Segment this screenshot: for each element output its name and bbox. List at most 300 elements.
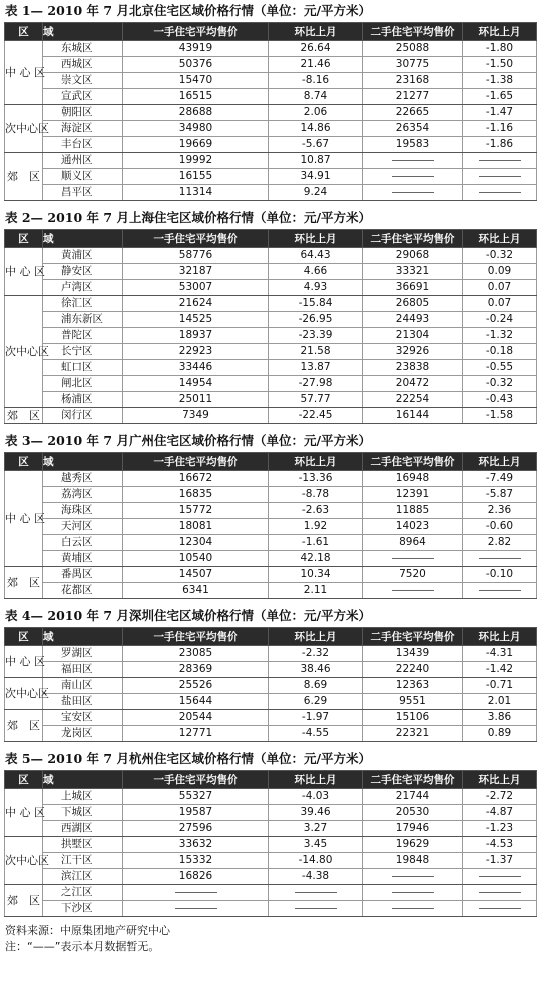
new-change-value: 4.93 [269, 280, 363, 296]
table-row [5, 137, 537, 153]
zone-label: 郊 区 [5, 153, 43, 201]
used-change-value [463, 885, 537, 901]
district-name: 下沙区 [43, 901, 123, 917]
no-data-dash [392, 558, 434, 559]
new-price-value: 19992 [123, 153, 269, 169]
new-change-value: 8.74 [269, 89, 363, 105]
new-price-value: 16672 [123, 471, 269, 487]
no-data-dash [295, 908, 337, 909]
used-change-header: 环比上月 [463, 23, 537, 41]
zone-label: 郊 区 [5, 885, 43, 917]
table-title: 表 5— 2010 年 7 月杭州住宅区域价格行情（单位：元/平方米） [5, 751, 372, 766]
used-price-value [363, 869, 463, 885]
used-price-header: 二手住宅平均售价 [363, 628, 463, 646]
new-change-value: 10.87 [269, 153, 363, 169]
used-price-value [363, 901, 463, 917]
used-change-value: -0.10 [463, 567, 537, 583]
table-title: 表 2— 2010 年 7 月上海住宅区域价格行情（单位：元/平方米） [5, 210, 372, 225]
table-row [5, 264, 537, 280]
new-price-value: 7349 [123, 408, 269, 424]
table-row [5, 312, 537, 328]
used-change-value: -7.49 [463, 471, 537, 487]
district-name: 通州区 [43, 153, 123, 169]
used-change-value: -1.37 [463, 853, 537, 869]
zone-label: 中 心 区 [5, 789, 43, 837]
district-name: 静安区 [43, 264, 123, 280]
zone-label: 次中心区 [5, 105, 43, 153]
used-price-value: 22240 [363, 662, 463, 678]
dash-note: 注：“——”表示本月数据暂无。 [5, 940, 160, 953]
table-row [5, 487, 537, 503]
new-price-value: 20544 [123, 710, 269, 726]
used-price-value: 9551 [363, 694, 463, 710]
no-data-dash [392, 892, 434, 893]
table-row [5, 503, 537, 519]
district-name: 荔湾区 [43, 487, 123, 503]
new-change-value: -2.63 [269, 503, 363, 519]
new-price-value: 33632 [123, 837, 269, 853]
district-header: 域 [43, 771, 123, 789]
new-price-value: 15470 [123, 73, 269, 89]
table-row [5, 694, 537, 710]
new-change-value: 9.24 [269, 185, 363, 201]
new-price-header: 一手住宅平均售价 [123, 453, 269, 471]
used-price-value: 13439 [363, 646, 463, 662]
new-change-value: 38.46 [269, 662, 363, 678]
district-name: 黄浦区 [43, 248, 123, 264]
table-row [5, 89, 537, 105]
new-change-value: 13.87 [269, 360, 363, 376]
new-change-value: -22.45 [269, 408, 363, 424]
used-change-value: -1.32 [463, 328, 537, 344]
new-price-value: 11314 [123, 185, 269, 201]
new-change-value: -1.97 [269, 710, 363, 726]
zone-label: 次中心区 [5, 296, 43, 408]
district-name: 盐田区 [43, 694, 123, 710]
new-price-value: 28369 [123, 662, 269, 678]
used-price-value: 29068 [363, 248, 463, 264]
district-header: 域 [43, 230, 123, 248]
district-name: 越秀区 [43, 471, 123, 487]
new-price-header: 一手住宅平均售价 [123, 230, 269, 248]
new-price-value: 58776 [123, 248, 269, 264]
table-row [5, 805, 537, 821]
used-change-header: 环比上月 [463, 771, 537, 789]
no-data-dash [392, 908, 434, 909]
used-change-value: 3.86 [463, 710, 537, 726]
used-price-value: 22665 [363, 105, 463, 121]
new-price-header: 一手住宅平均售价 [123, 771, 269, 789]
district-name: 杨浦区 [43, 392, 123, 408]
used-price-value: 26354 [363, 121, 463, 137]
used-price-value: 14023 [363, 519, 463, 535]
no-data-dash [175, 908, 217, 909]
new-price-value: 22923 [123, 344, 269, 360]
used-price-value: 22321 [363, 726, 463, 742]
new-change-value: 6.29 [269, 694, 363, 710]
no-data-dash [479, 876, 521, 877]
table-row [5, 328, 537, 344]
header-row [5, 230, 537, 248]
new-price-value: 34980 [123, 121, 269, 137]
used-change-value: -0.32 [463, 248, 537, 264]
table-title: 表 3— 2010 年 7 月广州住宅区域价格行情（单位：元/平方米） [5, 433, 372, 448]
header-row [5, 23, 537, 41]
table-row [5, 551, 537, 567]
new-change-value: -8.16 [269, 73, 363, 89]
zone-header: 区 [5, 453, 43, 471]
no-data-dash [392, 160, 434, 161]
table-row [5, 535, 537, 551]
new-change-value: 3.45 [269, 837, 363, 853]
district-name: 宝安区 [43, 710, 123, 726]
new-change-value: 3.27 [269, 821, 363, 837]
district-name: 番禺区 [43, 567, 123, 583]
new-change-value: 26.64 [269, 41, 363, 57]
district-name: 之江区 [43, 885, 123, 901]
new-price-value: 12771 [123, 726, 269, 742]
district-name: 虹口区 [43, 360, 123, 376]
district-name: 西湖区 [43, 821, 123, 837]
used-price-value: 16948 [363, 471, 463, 487]
used-change-value: 0.09 [463, 264, 537, 280]
table-row [5, 169, 537, 185]
table-row [5, 853, 537, 869]
used-change-value: -4.53 [463, 837, 537, 853]
district-name: 白云区 [43, 535, 123, 551]
new-price-value: 12304 [123, 535, 269, 551]
used-price-value: 24493 [363, 312, 463, 328]
new-price-value: 43919 [123, 41, 269, 57]
new-change-value: -26.95 [269, 312, 363, 328]
district-name: 西城区 [43, 57, 123, 73]
used-price-value [363, 185, 463, 201]
table-row [5, 567, 537, 583]
used-change-value [463, 551, 537, 567]
used-price-header: 二手住宅平均售价 [363, 230, 463, 248]
zone-label: 次中心区 [5, 678, 43, 710]
used-price-value [363, 551, 463, 567]
district-name: 丰台区 [43, 137, 123, 153]
used-change-value: -1.50 [463, 57, 537, 73]
new-change-value: -4.55 [269, 726, 363, 742]
used-price-value: 8964 [363, 535, 463, 551]
new-change-header: 环比上月 [269, 23, 363, 41]
zone-label: 郊 区 [5, 710, 43, 742]
district-name: 花都区 [43, 583, 123, 599]
price-table [4, 229, 537, 424]
new-price-header: 一手住宅平均售价 [123, 23, 269, 41]
no-data-dash [295, 892, 337, 893]
used-change-value: -1.16 [463, 121, 537, 137]
table-row [5, 248, 537, 264]
district-name: 拱墅区 [43, 837, 123, 853]
new-price-value: 14525 [123, 312, 269, 328]
district-name: 南山区 [43, 678, 123, 694]
used-change-value [463, 185, 537, 201]
used-change-value: -1.38 [463, 73, 537, 89]
used-price-value: 22254 [363, 392, 463, 408]
new-price-value: 19587 [123, 805, 269, 821]
district-name: 长宁区 [43, 344, 123, 360]
new-change-value: 14.86 [269, 121, 363, 137]
header-row [5, 771, 537, 789]
new-change-value: 57.77 [269, 392, 363, 408]
district-name: 顺义区 [43, 169, 123, 185]
used-change-value: 0.89 [463, 726, 537, 742]
new-change-value: -2.32 [269, 646, 363, 662]
new-change-value: 21.58 [269, 344, 363, 360]
new-change-header: 环比上月 [269, 771, 363, 789]
district-name: 海淀区 [43, 121, 123, 137]
table-row [5, 296, 537, 312]
district-name: 龙岗区 [43, 726, 123, 742]
used-change-value [463, 583, 537, 599]
new-price-value: 27596 [123, 821, 269, 837]
used-price-value: 16144 [363, 408, 463, 424]
used-price-value: 20472 [363, 376, 463, 392]
used-price-value: 19629 [363, 837, 463, 853]
district-name: 罗湖区 [43, 646, 123, 662]
table-row [5, 360, 537, 376]
new-change-value: -5.67 [269, 137, 363, 153]
new-change-value: -23.39 [269, 328, 363, 344]
district-name: 东城区 [43, 41, 123, 57]
new-change-value: 10.34 [269, 567, 363, 583]
used-change-value [463, 869, 537, 885]
table-row [5, 837, 537, 853]
district-name: 福田区 [43, 662, 123, 678]
table-row [5, 789, 537, 805]
table-row [5, 408, 537, 424]
new-price-value: 6341 [123, 583, 269, 599]
table-row [5, 885, 537, 901]
used-change-value: -1.42 [463, 662, 537, 678]
district-name: 闸北区 [43, 376, 123, 392]
new-price-value: 14954 [123, 376, 269, 392]
new-change-value: 64.43 [269, 248, 363, 264]
used-change-value: 2.01 [463, 694, 537, 710]
used-change-value: -0.24 [463, 312, 537, 328]
table-row [5, 185, 537, 201]
new-change-value [269, 901, 363, 917]
used-price-value: 12391 [363, 487, 463, 503]
new-change-value: 4.66 [269, 264, 363, 280]
new-price-value [123, 885, 269, 901]
new-price-value [123, 901, 269, 917]
used-change-value: 0.07 [463, 296, 537, 312]
district-name: 昌平区 [43, 185, 123, 201]
used-price-value: 7520 [363, 567, 463, 583]
used-change-value: -0.55 [463, 360, 537, 376]
new-price-value: 10540 [123, 551, 269, 567]
district-name: 普陀区 [43, 328, 123, 344]
district-name: 卢湾区 [43, 280, 123, 296]
new-price-value: 21624 [123, 296, 269, 312]
new-price-value: 28688 [123, 105, 269, 121]
table-row [5, 710, 537, 726]
district-name: 黄埔区 [43, 551, 123, 567]
new-change-value: 8.69 [269, 678, 363, 694]
new-price-value: 23085 [123, 646, 269, 662]
district-name: 徐汇区 [43, 296, 123, 312]
used-price-value [363, 153, 463, 169]
zone-label: 次中心区 [5, 837, 43, 885]
no-data-dash [392, 192, 434, 193]
no-data-dash [392, 876, 434, 877]
used-price-value: 32926 [363, 344, 463, 360]
used-price-value: 20530 [363, 805, 463, 821]
new-change-value: 2.06 [269, 105, 363, 121]
new-price-value: 55327 [123, 789, 269, 805]
table-row [5, 583, 537, 599]
used-price-value [363, 169, 463, 185]
zone-label: 中 心 区 [5, 471, 43, 567]
used-price-value: 21277 [363, 89, 463, 105]
new-price-value: 15772 [123, 503, 269, 519]
used-change-value: -5.87 [463, 487, 537, 503]
new-change-value: 42.18 [269, 551, 363, 567]
used-change-value: -1.86 [463, 137, 537, 153]
new-price-value: 18937 [123, 328, 269, 344]
used-change-value: -4.87 [463, 805, 537, 821]
new-price-value: 19669 [123, 137, 269, 153]
new-change-value: -1.61 [269, 535, 363, 551]
used-price-header: 二手住宅平均售价 [363, 23, 463, 41]
used-price-value [363, 583, 463, 599]
district-name: 下城区 [43, 805, 123, 821]
new-price-value: 16826 [123, 869, 269, 885]
no-data-dash [479, 590, 521, 591]
used-price-value: 12363 [363, 678, 463, 694]
new-change-value: 39.46 [269, 805, 363, 821]
new-price-value: 18081 [123, 519, 269, 535]
used-change-value: -2.72 [463, 789, 537, 805]
zone-label: 中 心 区 [5, 41, 43, 105]
used-price-value: 26805 [363, 296, 463, 312]
used-change-header: 环比上月 [463, 628, 537, 646]
used-price-value: 11885 [363, 503, 463, 519]
new-price-value: 16515 [123, 89, 269, 105]
district-name: 崇文区 [43, 73, 123, 89]
used-price-value: 15106 [363, 710, 463, 726]
used-price-header: 二手住宅平均售价 [363, 771, 463, 789]
table-row [5, 73, 537, 89]
district-header: 域 [43, 628, 123, 646]
no-data-dash [479, 892, 521, 893]
zone-header: 区 [5, 230, 43, 248]
used-change-value: -0.43 [463, 392, 537, 408]
used-change-value: -1.65 [463, 89, 537, 105]
table-row [5, 105, 537, 121]
header-row [5, 628, 537, 646]
table-row [5, 392, 537, 408]
new-change-value: -27.98 [269, 376, 363, 392]
table-title: 表 4— 2010 年 7 月深圳住宅区域价格行情（单位：元/平方米） [5, 608, 372, 623]
table-row [5, 344, 537, 360]
used-price-value [363, 885, 463, 901]
table-row [5, 280, 537, 296]
table-row [5, 821, 537, 837]
no-data-dash [479, 558, 521, 559]
table-row [5, 41, 537, 57]
new-price-value: 33446 [123, 360, 269, 376]
zone-label: 中 心 区 [5, 248, 43, 296]
district-name: 上城区 [43, 789, 123, 805]
table-row [5, 376, 537, 392]
new-change-value: -4.38 [269, 869, 363, 885]
table-row [5, 678, 537, 694]
new-change-header: 环比上月 [269, 230, 363, 248]
district-name: 海珠区 [43, 503, 123, 519]
zone-label: 郊 区 [5, 408, 43, 424]
used-price-value: 25088 [363, 41, 463, 57]
used-change-value: -0.71 [463, 678, 537, 694]
used-change-value: -1.80 [463, 41, 537, 57]
used-price-value: 36691 [363, 280, 463, 296]
footer [0, 923, 540, 955]
used-change-value: -4.31 [463, 646, 537, 662]
used-change-value: -1.58 [463, 408, 537, 424]
price-table [4, 22, 537, 201]
no-data-dash [392, 590, 434, 591]
new-price-value: 16835 [123, 487, 269, 503]
new-change-header: 环比上月 [269, 628, 363, 646]
district-name: 宣武区 [43, 89, 123, 105]
used-change-value: -1.23 [463, 821, 537, 837]
new-change-value: 1.92 [269, 519, 363, 535]
used-price-header: 二手住宅平均售价 [363, 453, 463, 471]
used-change-value: -0.18 [463, 344, 537, 360]
table-row [5, 901, 537, 917]
new-price-value: 53007 [123, 280, 269, 296]
price-table [4, 452, 537, 599]
used-change-value: 2.36 [463, 503, 537, 519]
new-price-header: 一手住宅平均售价 [123, 628, 269, 646]
table-row [5, 153, 537, 169]
source-note: 资料来源：中原集团地产研究中心 [5, 924, 170, 937]
used-change-header: 环比上月 [463, 453, 537, 471]
used-price-value: 30775 [363, 57, 463, 73]
used-change-value: -0.60 [463, 519, 537, 535]
new-change-value: 2.11 [269, 583, 363, 599]
table-row [5, 57, 537, 73]
used-change-header: 环比上月 [463, 230, 537, 248]
header-row [5, 453, 537, 471]
new-change-value: 34.91 [269, 169, 363, 185]
used-change-value [463, 901, 537, 917]
table-row [5, 726, 537, 742]
table-title: 表 1— 2010 年 7 月北京住宅区域价格行情（单位：元/平方米） [5, 3, 372, 18]
new-change-value: -15.84 [269, 296, 363, 312]
district-name: 天河区 [43, 519, 123, 535]
new-price-value: 32187 [123, 264, 269, 280]
no-data-dash [175, 892, 217, 893]
zone-header: 区 [5, 23, 43, 41]
used-change-value: -0.32 [463, 376, 537, 392]
used-change-value [463, 153, 537, 169]
district-name: 江干区 [43, 853, 123, 869]
district-name: 浦东新区 [43, 312, 123, 328]
new-change-value: -8.78 [269, 487, 363, 503]
used-price-value: 21304 [363, 328, 463, 344]
used-price-value: 33321 [363, 264, 463, 280]
table-row [5, 121, 537, 137]
no-data-dash [479, 176, 521, 177]
used-price-value: 23838 [363, 360, 463, 376]
table-row [5, 662, 537, 678]
used-price-value: 19848 [363, 853, 463, 869]
